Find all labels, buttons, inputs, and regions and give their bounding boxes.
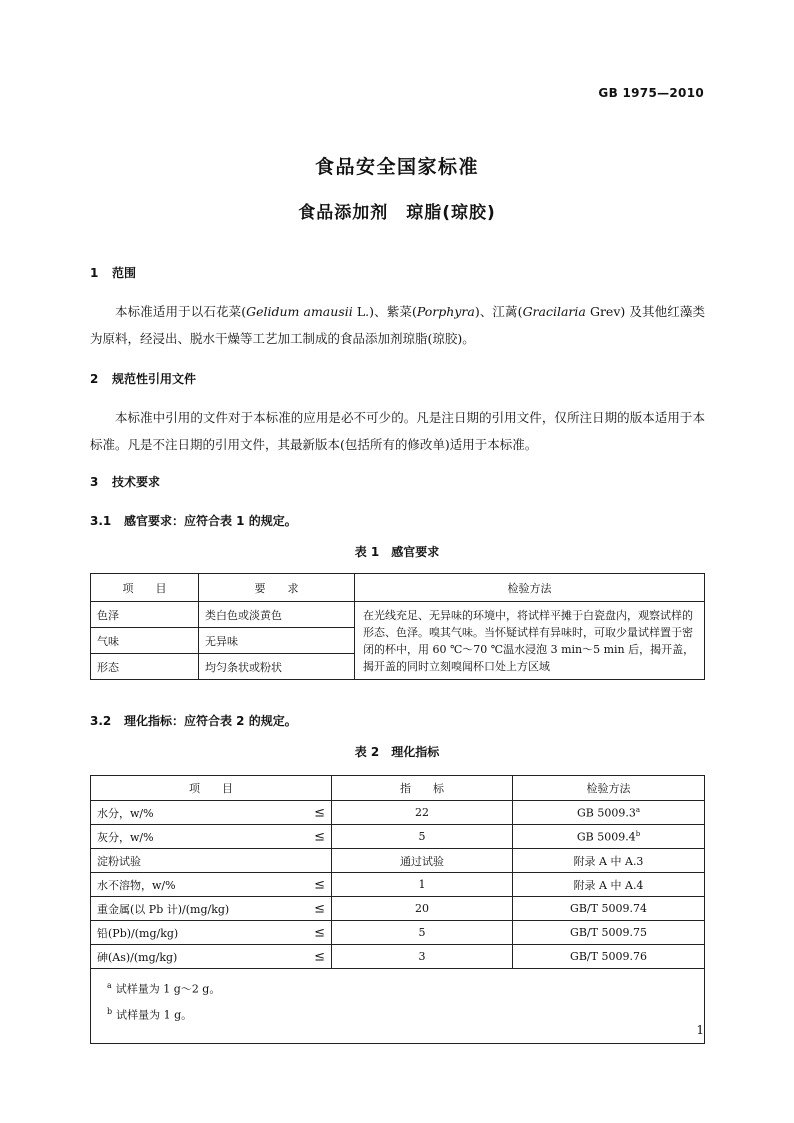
cell-item: 重金属(以 Pb 计)/(mg/kg) ≤: [91, 897, 332, 921]
section-number: 3: [90, 475, 99, 489]
cell-item: 水分，w/% ≤: [91, 801, 332, 825]
section-1-paragraph: 本标准适用于以石花菜(Gelidum amausii L.)、紫菜(Porphyra)、江蓠(Gracilaria Grev) 及其他红藻类为原料，经浸出、脱水干燥等工艺加工制成的食品添加剂琼脂(琼胶)。: [90, 304, 705, 346]
footnote-ref: a: [635, 805, 641, 814]
cell-value: 1: [332, 873, 513, 897]
cell-method: GB 5009.3$^a$: [513, 801, 705, 825]
section-1-heading: [90, 264, 136, 281]
cell-requirement: 均匀条状或粉状: [199, 654, 355, 680]
cell-item: 形态: [91, 654, 199, 680]
cell-item: 灰分，w/% ≤: [91, 825, 332, 849]
document-subtitle: 食品添加剂 琼脂(琼胶): [298, 203, 496, 223]
leq-symbol: ≤: [314, 925, 325, 940]
footnote: $^a$ 试样量为 1 g～2 g。: [107, 981, 221, 996]
table-header-row: [91, 776, 705, 801]
section-title: 理化指标：应符合表 2 的规定。: [124, 714, 297, 728]
leq-symbol: ≤: [314, 901, 325, 916]
page-number: 1: [696, 1023, 704, 1037]
cell-method: GB 5009.4$^b$: [513, 825, 705, 849]
table-row: [91, 849, 705, 873]
section-number: 3.2: [90, 714, 112, 728]
table-row: [91, 945, 705, 969]
cell-item: 淀粉试验: [91, 849, 332, 873]
table-row: [91, 897, 705, 921]
section-number: 2: [90, 372, 99, 386]
table-1-sensory: [90, 573, 705, 680]
standard-code: GB 1975—2010: [598, 86, 704, 100]
footnote: $^b$ 试样量为 1 g。: [107, 1006, 193, 1022]
document-title: 食品安全国家标准: [314, 156, 479, 178]
section-title: 感官要求：应符合表 1 的规定。: [124, 514, 297, 528]
cell-value: 22: [332, 801, 513, 825]
cell-item: 色泽: [91, 602, 199, 628]
cell-item: 砷(As)/(mg/kg) ≤: [91, 945, 332, 969]
cell-value: 3: [332, 945, 513, 969]
table-row: [91, 873, 705, 897]
cell-test-method: 在光线充足、无异味的环境中，将试样平摊于白瓷盘内，观察试样的形态、色泽。嗅其气味。当怀疑试样有异味时，可取少量试样置于密闭的杯中，用 60 ℃～70 ℃温水浸泡 3 min～5 min 后，揭开盖，揭开盖的同时立刻嗅闻杯口处上方区域: [355, 602, 705, 680]
column-header: 要 求: [199, 574, 355, 602]
column-header: 检验方法: [355, 574, 705, 602]
column-header: 指 标: [332, 776, 513, 801]
cell-method: GB/T 5009.74: [513, 897, 705, 921]
cell-method: 附录 A 中 A.3: [513, 849, 705, 873]
table-footnotes: [91, 969, 705, 1044]
table-row: [91, 825, 705, 849]
table-2-physicochemical: [90, 775, 705, 1044]
cell-requirement: 类白色或淡黄色: [199, 602, 355, 628]
leq-symbol: ≤: [314, 949, 325, 964]
cell-value: 通过试验: [332, 849, 513, 873]
section-title: 范围: [112, 266, 137, 280]
table-1-caption: 表 1 感官要求: [354, 545, 440, 559]
section-3-1-heading: [90, 512, 297, 529]
table-2-caption: 表 2 理化指标: [354, 745, 440, 759]
section-3-2-heading: [90, 712, 297, 729]
cell-value: 20: [332, 897, 513, 921]
section-2-heading: [90, 370, 196, 387]
table-row: [91, 801, 705, 825]
cell-item: 水不溶物，w/% ≤: [91, 873, 332, 897]
column-header: 项 目: [91, 574, 199, 602]
table-row: [91, 921, 705, 945]
table-header-row: [91, 574, 705, 602]
cell-item: 气味: [91, 628, 199, 654]
section-title: 规范性引用文件: [112, 372, 197, 386]
section-number: 3.1: [90, 514, 112, 528]
table-notes-row: [91, 969, 705, 1044]
section-number: 1: [90, 266, 99, 280]
cell-item: 铅(Pb)/(mg/kg) ≤: [91, 921, 332, 945]
cell-value: 5: [332, 825, 513, 849]
cell-method: GB/T 5009.75: [513, 921, 705, 945]
footnote-ref: b: [635, 829, 641, 838]
section-2-paragraph: 本标准中引用的文件对于本标准的应用是必不可少的。凡是注日期的引用文件，仅所注日期的版本适用于本标准。凡是不注日期的引用文件，其最新版本(包括所有的修改单)适用于本标准。: [90, 410, 705, 452]
table-row: [91, 602, 705, 628]
cell-value: 5: [332, 921, 513, 945]
column-header: 检验方法: [513, 776, 705, 801]
section-title: 技术要求: [112, 475, 161, 489]
cell-method: GB/T 5009.76: [513, 945, 705, 969]
leq-symbol: ≤: [314, 829, 325, 844]
cell-requirement: 无异味: [199, 628, 355, 654]
leq-symbol: ≤: [314, 877, 325, 892]
leq-symbol: ≤: [314, 805, 325, 820]
cell-method: 附录 A 中 A.4: [513, 873, 705, 897]
column-header: 项 目: [91, 776, 332, 801]
section-3-heading: [90, 473, 160, 490]
